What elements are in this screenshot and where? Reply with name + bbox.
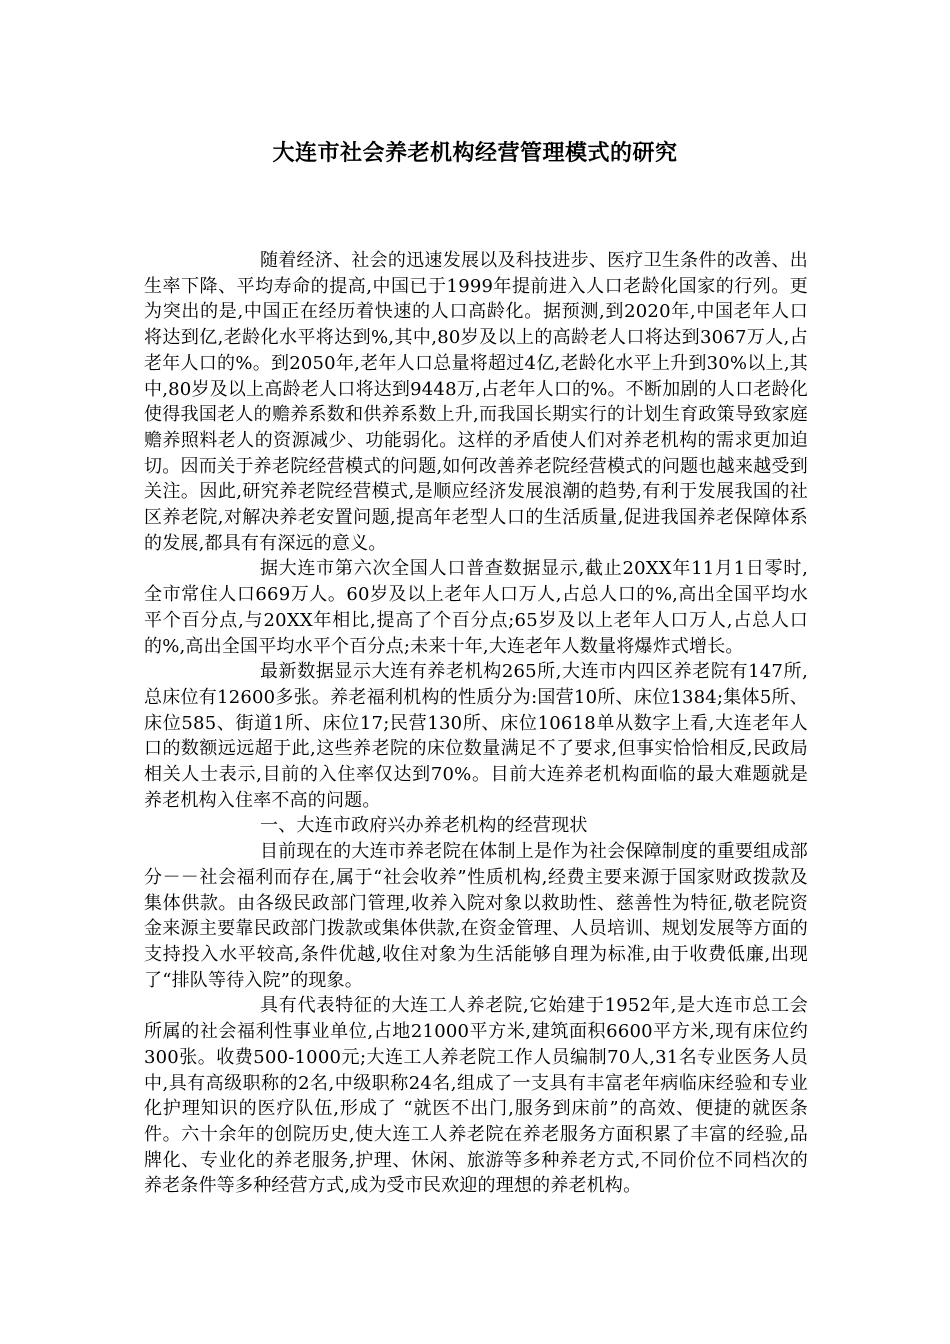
- section-heading: 一、大连市政府兴办养老机构的经营现状: [260, 815, 588, 837]
- paragraph-aging-background: 随着经济、社会的迅速发展以及科技进步、医疗卫生条件的改善、出生率下降、平均寿命的提高,中国已于1999年提前进入人口老龄化国家的行列。更为突出的是,中国正在经历着快速的人口高龄化。据预测,到2020年,中国老年人口将达到亿,老龄化水平将达到%,其中,80岁及以上的高龄老人口将达到3067万人,占老年人口的%。到2050年,老年人口总量将超过4亿,老龄化水平上升到30%以上,其中,80岁及以上高龄老人口将达到9448万,占老年人口的%。不断加剧的人口老龄化使得我国老人的赡养系数和供养系数上升,而我国长期实行的计划生育政策导致家庭赡养照料老人的资源减少、功能弱化。这样的矛盾使人们对养老机构的需求更加迫切。因而关于养老院经营模式的问题,如何改善养老院经营模式的问题也越来越受到关注。因此,研究养老院经营模式,是顺应经济发展浪潮的趋势,有利于发展我国的社区养老院,对解决养老安置问题,提高年老型人口的生活质量,促进我国养老保障体系的发展,都具有有深远的意义。: [144, 250, 808, 554]
- paragraph-government-operation: 目前现在的大连市养老院在体制上是作为社会保障制度的重要组成部分－－社会福利而存在,属于“社会收养”性质机构,经费主要来源于国家财政拨款及集体供款。由各级民政部门管理,收养入院对象以救助性、慈善性为特征,敬老院资金来源主要靠民政部门拨款或集体供款,在资金管理、人员培训、规划发展等方面的支持投入水平较高,条件优越,收住对象为生活能够自理为标准,由于收费低廉,出现了“排队等待入院”的现象。: [144, 841, 808, 991]
- paragraph-workers-nursing-home: 具有代表特征的大连工人养老院,它始建于1952年,是大连市总工会所属的社会福利性事业单位,占地21000平方米,建筑面积6600平方米,现有床位约300张。收费500-1000元;大连工人养老院工作人员编制70人,31名专业医务人员中,具有高级职称的2名,中级职称24名,组成了一支具有丰富老年病临床经验和专业化护理知识的医疗队伍,形成了 “就医不出门,服务到床前”的高效、便捷的就医条件。六十余年的创院历史,使大连工人养老院在养老服务方面积累了丰富的经验,品牌化、专业化的养老服务,护理、休闲、旅游等多种养老方式,不同价位不同档次的养老条件等多种经营方式,成为受市民欢迎的理想的养老机构。: [144, 995, 808, 1197]
- paragraph-institution-stats: 最新数据显示大连有养老机构265所,大连市内四区养老院有147所,总床位有12600多张。养老福利机构的性质分为:国营10所、床位1384;集体5所、床位585、街道1所、床位17;民营130所、床位10618单从数字上看,大连老年人口的数额远远超于此,这些养老院的床位数量满足不了要求,但事实恰恰相反,民政局相关人士表示,目前的入住率仅达到70%。目前大连养老机构面临的最大难题就是养老机构入住率不高的问题。: [144, 661, 808, 811]
- document-body: [144, 248, 808, 1199]
- paragraph-census-data: 据大连市第六次全国人口普查数据显示,截止20XX年11月1日零时,全市常住人口669万人。60岁及以上老年人口万人,占总人口的%,高出全国平均水平个百分点,与20XX年相比,提高了个百分点;65岁及以上老年人口万人,占总人口的%,高出全国平均水平个百分点;未来十年,大连老年人数量将爆炸式增长。: [144, 558, 808, 657]
- document-title: 大连市社会养老机构经营管理模式的研究: [272, 140, 678, 166]
